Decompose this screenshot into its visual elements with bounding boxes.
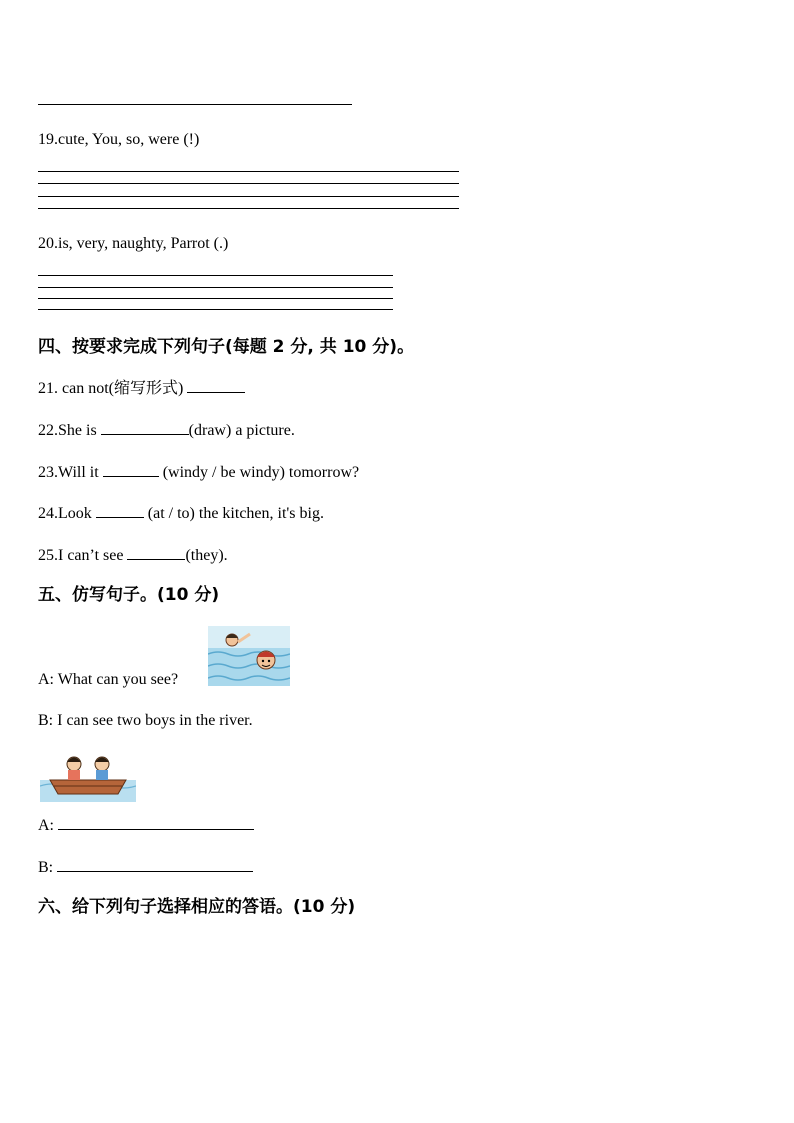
answer-line-19-3 <box>38 196 459 197</box>
example-question: A: What can you see? <box>38 671 179 688</box>
section-4-heading: 四、按要求完成下列句子(每题 2 分, 共 10 分)。 <box>38 337 415 357</box>
blank-answer-a[interactable] <box>58 815 254 830</box>
blank-24[interactable] <box>96 503 144 518</box>
example-answer: B: I can see two boys in the river. <box>38 712 253 729</box>
question-23-pre: 23.Will it <box>38 464 99 481</box>
question-21-text: 21. can not(缩写形式) <box>38 380 184 397</box>
question-25-pre: 25.I can’t see <box>38 547 124 564</box>
answer-b <box>38 857 253 878</box>
question-23-post: (windy / be windy) tomorrow? <box>162 464 360 481</box>
question-24 <box>38 503 324 524</box>
blank-22[interactable] <box>101 420 189 435</box>
answer-line-20-1 <box>38 275 393 276</box>
answer-line-19-4 <box>38 208 459 209</box>
section-5-heading: 五、仿写句子。(10 分) <box>38 585 220 605</box>
section-6-heading: 六、给下列句子选择相应的答语。(10 分) <box>38 897 356 917</box>
answer-line-prev <box>38 104 352 105</box>
question-19: 19.cute, You, so, were (!) <box>38 131 200 148</box>
answer-a-label: A: <box>38 817 54 834</box>
question-24-post: (at / to) the kitchen, it's big. <box>147 505 324 522</box>
question-20: 20.is, very, naughty, Parrot (.) <box>38 235 229 252</box>
question-25 <box>38 545 228 566</box>
answer-line-20-2 <box>38 287 393 288</box>
answer-line-20-4 <box>38 309 393 310</box>
question-24-pre: 24.Look <box>38 505 92 522</box>
blank-23[interactable] <box>103 462 159 477</box>
question-22-pre: 22.She is <box>38 422 97 439</box>
answer-b-label: B: <box>38 859 54 876</box>
answer-line-20-3 <box>38 298 393 299</box>
answer-line-19-2 <box>38 183 459 184</box>
blank-25[interactable] <box>127 545 185 560</box>
blank-21[interactable] <box>187 378 245 393</box>
question-25-post: (they). <box>185 547 228 564</box>
question-22-post: (draw) a picture. <box>188 422 295 439</box>
blank-answer-b[interactable] <box>57 857 253 872</box>
question-22 <box>38 420 295 441</box>
answer-line-19-1 <box>38 171 459 172</box>
girls-in-boat-image <box>40 750 136 802</box>
swimming-boys-image <box>208 626 290 686</box>
answer-a <box>38 815 254 836</box>
question-23 <box>38 462 359 483</box>
question-21 <box>38 378 245 399</box>
